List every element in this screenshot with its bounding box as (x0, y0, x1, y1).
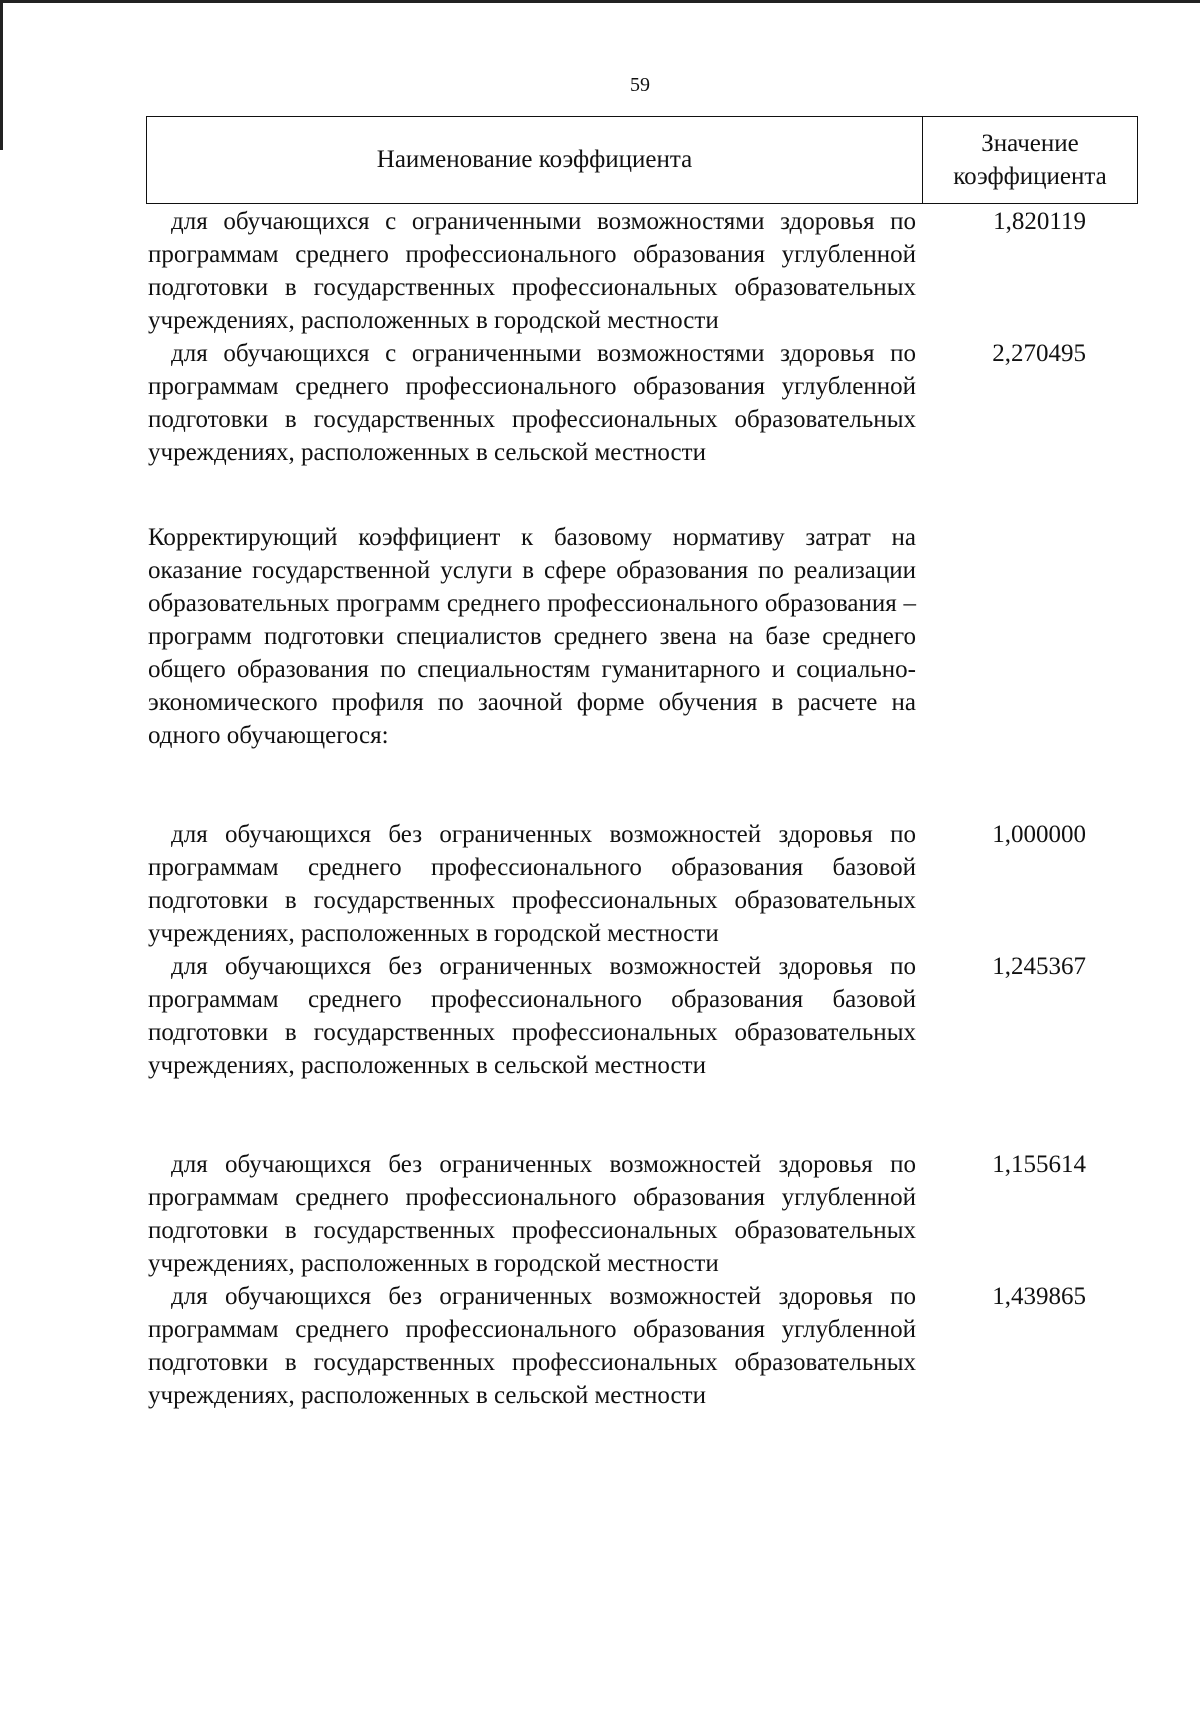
row-coefficient: 1,820119 (993, 208, 1086, 235)
spacer (148, 469, 1138, 521)
row-description: для обучающихся с ограниченными возможностями здоровья по программам среднего профессионального образования углубленной подготовки в государственных профессиональных образовательных учреждениях, расположенных в городской местности (148, 208, 916, 334)
row-coefficient: 1,439865 (992, 1283, 1086, 1310)
table-row (148, 818, 1138, 950)
row-coefficient: 1,155614 (992, 1151, 1086, 1178)
table-row (148, 337, 1138, 469)
row-description: для обучающихся без ограниченных возможностей здоровья по программам среднего профессионального образования углубленной подготовки в государственных профессиональных образовательных учреждениях, расположенных в сельской местности (148, 1283, 916, 1409)
row-description: для обучающихся без ограниченных возможностей здоровья по программам среднего профессионального образования базовой подготовки в государственных профессиональных образовательных учреждениях, расположенных в городской местности (148, 821, 916, 947)
header-coefficient-name: Наименование коэффициента (147, 117, 923, 203)
page-top-border (0, 0, 1200, 3)
row-description: для обучающихся без ограниченных возможностей здоровья по программам среднего профессионального образования базовой подготовки в государственных профессиональных образовательных учреждениях, расположенных в сельской местности (148, 953, 916, 1079)
row-description: для обучающихся без ограниченных возможностей здоровья по программам среднего профессионального образования углубленной подготовки в государственных профессиональных образовательных учреждениях, расположенных в городской местности (148, 1151, 916, 1277)
row-coefficient: 1,245367 (992, 953, 1086, 980)
section-heading: Корректирующий коэффициент к базовому нормативу затрат на оказание государственной услуги в сфере образования по реализации образовательных программ среднего профессионального образования – программ подготовки специалистов среднего звена на базе среднего общего образования по специальностям гуманитарного и социально-экономического профиля по заочной форме обучения в расчете на одного обучающегося: (148, 524, 916, 749)
spacer (148, 1082, 1138, 1148)
table-row (148, 205, 1138, 337)
header-coefficient-value (923, 117, 1137, 203)
spacer (148, 752, 1138, 818)
page-number: 59 (630, 74, 650, 96)
header-value-line-2: коэффициента (953, 163, 1107, 190)
table-row (148, 950, 1138, 1082)
row-coefficient: 1,000000 (992, 821, 1086, 848)
row-coefficient: 2,270495 (992, 340, 1086, 367)
row-description: для обучающихся с ограниченными возможностями здоровья по программам среднего профессионального образования углубленной подготовки в государственных профессиональных образовательных учреждениях, расположенных в сельской местности (148, 340, 916, 466)
table-body (148, 205, 1138, 1412)
table-row (148, 1280, 1138, 1412)
header-value-line-1: Значение (981, 130, 1079, 157)
table-row (148, 1148, 1138, 1280)
section-heading-row (148, 521, 1138, 752)
table-header (146, 116, 1138, 204)
